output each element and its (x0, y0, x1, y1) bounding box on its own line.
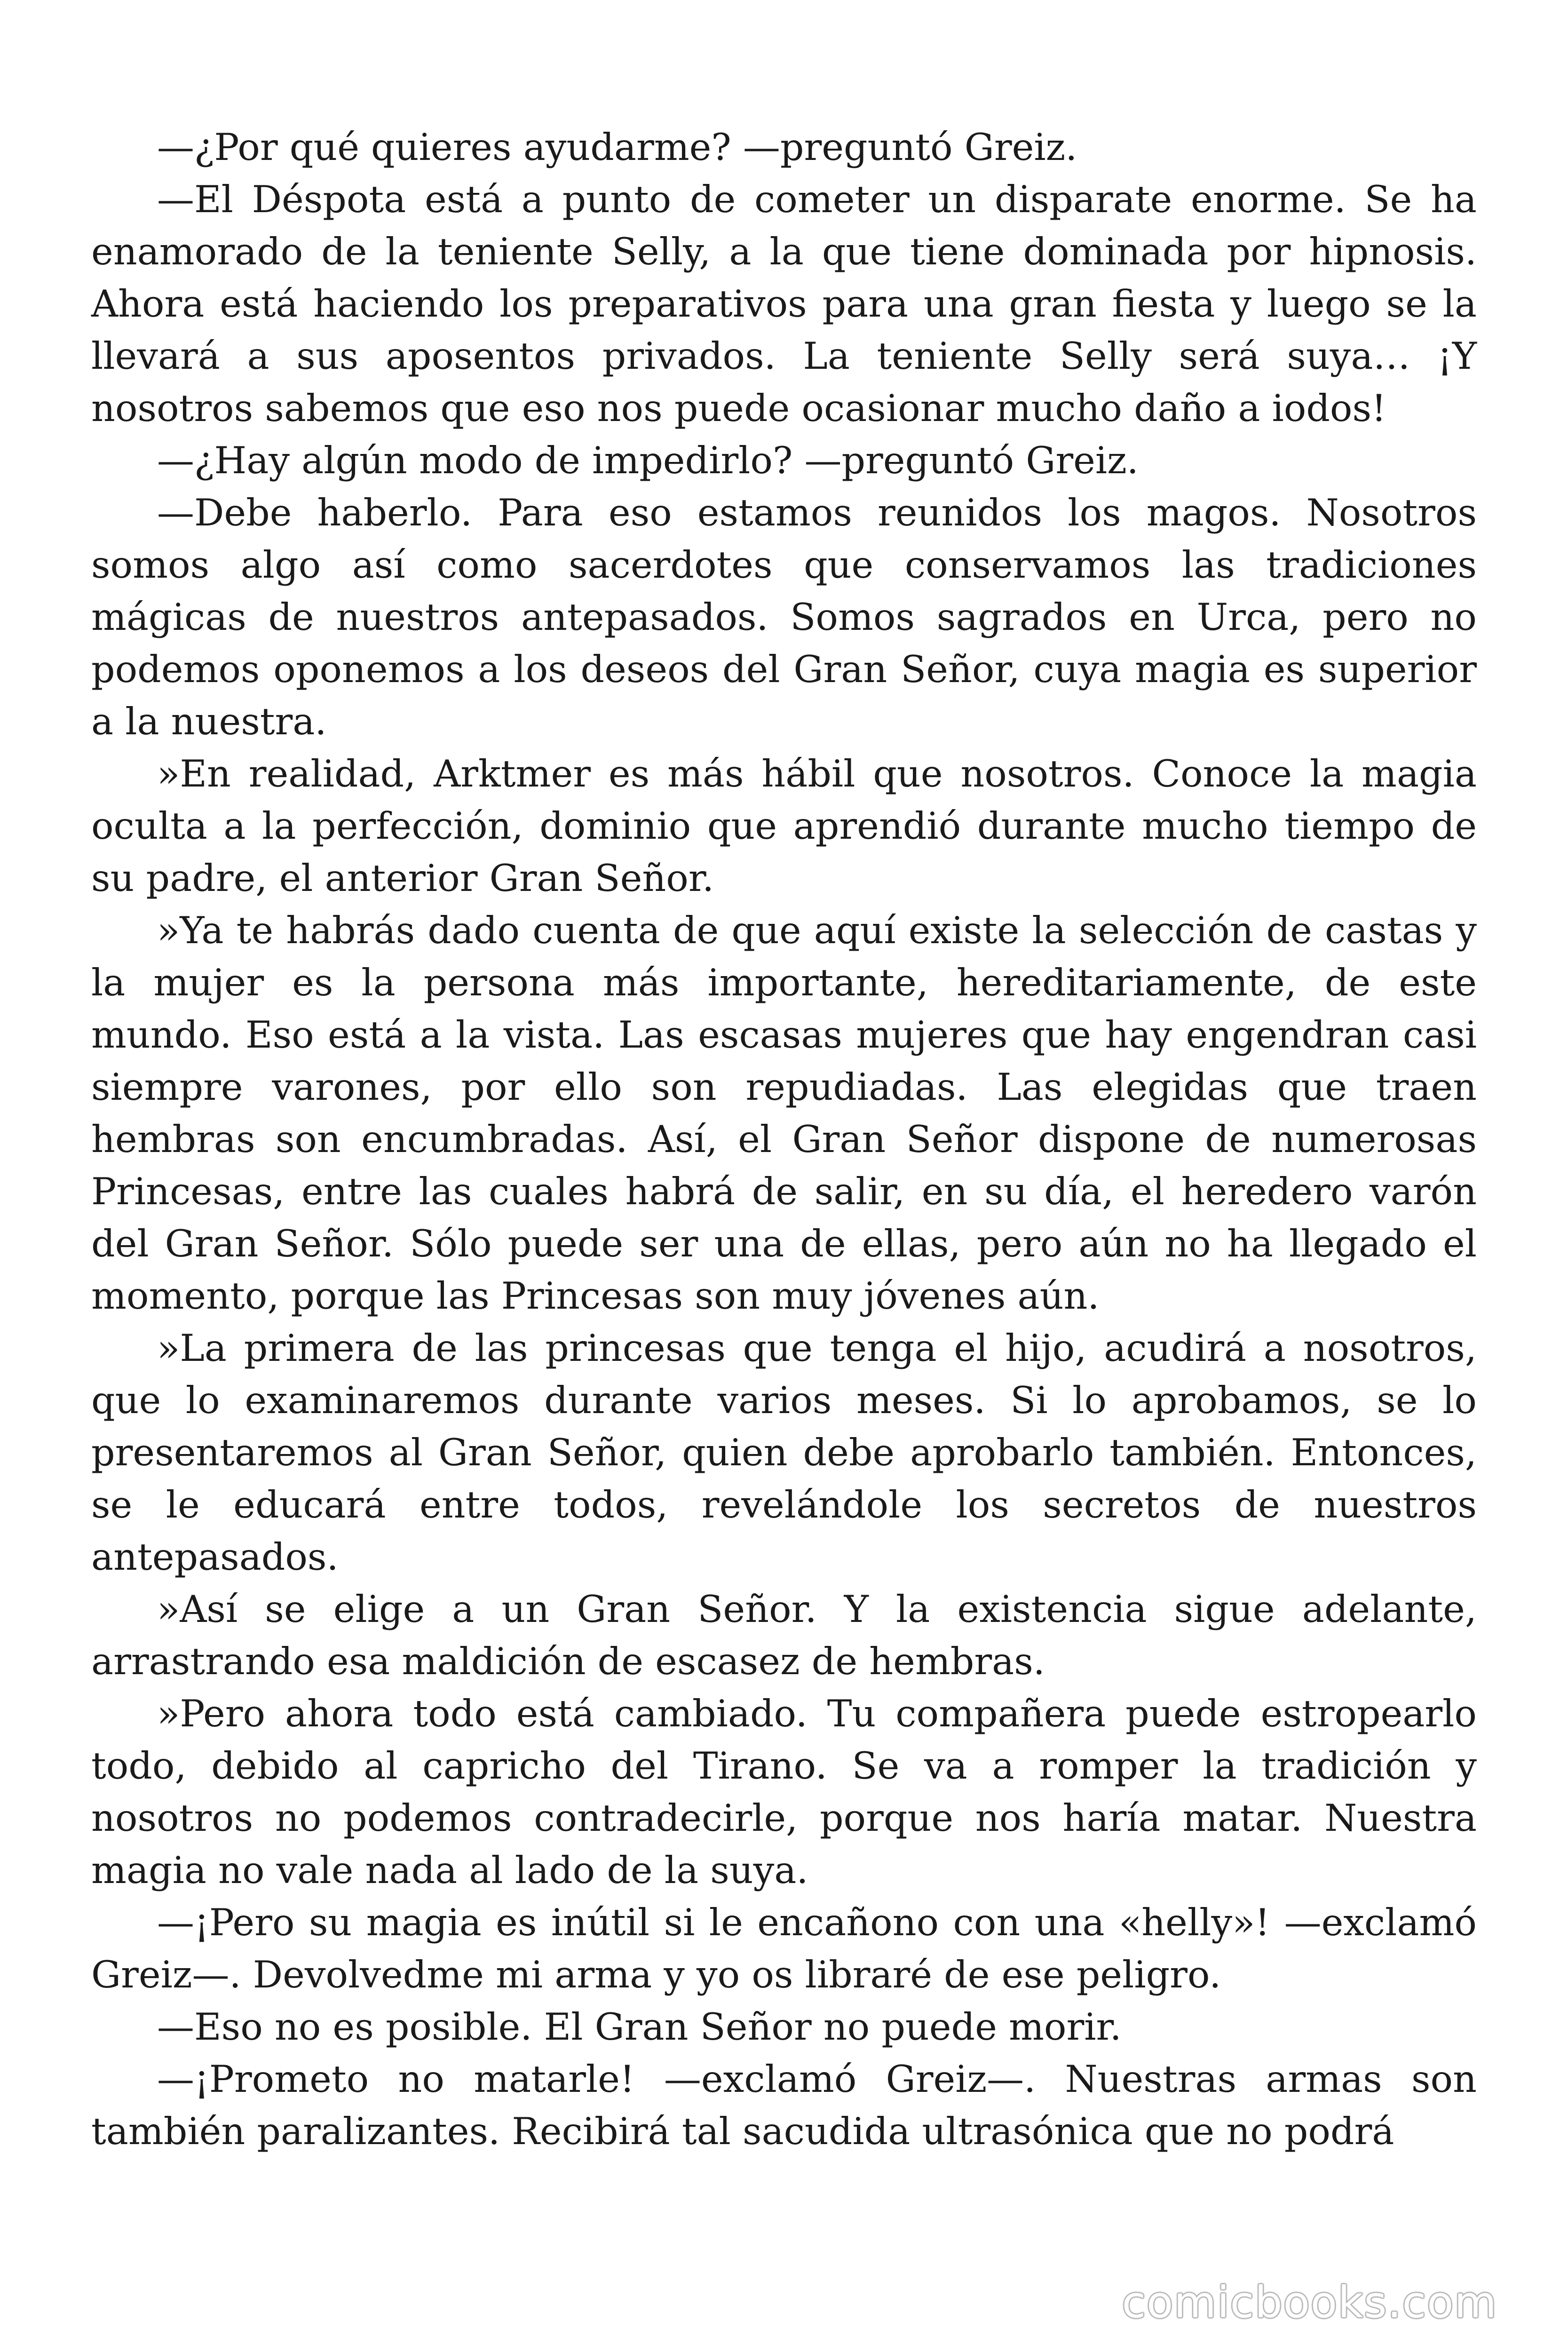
paragraph-2: —El Déspota está a punto de cometer un disparate enorme. Se ha enamorado de la teniente Selly, a la que tiene dominada por hipnosis. Ahora está haciendo los preparativos para una gran fiesta y luego se la llevará a sus aposentos privados. La teniente Selly será suya… ¡Y nosotros sabemos que eso nos puede ocasionar mucho daño a iodos! (91, 178, 1477, 430)
paragraph-8: »Así se elige a un Gran Señor. Y la existencia sigue adelante, arrastrando esa maldición de escasez de hembras. (91, 1588, 1477, 1683)
paragraph-7: »La primera de las princesas que tenga el hijo, acudirá a nosotros, que lo examinaremos durante varios meses. Si lo aprobamos, se lo presentaremos al Gran Señor, quien debe aprobarlo también. Entonces, se le educará entre todos, revelándole los secretos de nuestros antepasados. (91, 1327, 1477, 1579)
paragraph-9: »Pero ahora todo está cambiado. Tu compañera puede estropearlo todo, debido al capricho del Tirano. Se va a romper la tradición y nosotros no podemos contradecirle, porque nos haría matar. Nuestra magia no vale nada al lado de la suya. (91, 1692, 1477, 1892)
paragraph-6: »Ya te habrás dado cuenta de que aquí existe la selección de castas y la mujer es la persona más importante, hereditariamente, de este mundo. Eso está a la vista. Las escasas mujeres que hay engendran casi siempre varones, por ello son repudiadas. Las elegidas que traen hembras son encumbradas. Así, el Gran Señor dispone de numerosas Princesas, entre las cuales habrá de salir, en su día, el heredero varón del Gran Señor. Sólo puede ser una de ellas, pero aún no ha llegado el momento, porque las Princesas son muy jóvenes aún. (91, 909, 1477, 1318)
paragraph-10: —¡Pero su magia es inútil si le encañono con una «helly»! —exclamó Greiz—. Devolvedme mi arma y yo os libraré de ese peligro. (91, 1901, 1477, 1996)
paragraph-3: —¿Hay algún modo de impedirlo? —preguntó Greiz. (157, 439, 1139, 482)
page-text-body (91, 121, 1477, 2158)
paragraph-12: —¡Prometo no matarle! —exclamó Greiz—. Nuestras armas son también paralizantes. Recibirá tal sacudida ultrasónica que no podrá (91, 2058, 1477, 2153)
watermark: comicbooks.com (1122, 2277, 1497, 2328)
paragraph-5: »En realidad, Arktmer es más hábil que nosotros. Conoce la magia oculta a la perfección, dominio que aprendió durante mucho tiempo de su padre, el anterior Gran Señor. (91, 752, 1477, 900)
paragraph-4: —Debe haberlo. Para eso estamos reunidos los magos. Nosotros somos algo así como sacerdotes que conservamos las tradiciones mágicas de nuestros antepasados. Somos sagrados en Urca, pero no podemos oponemos a los deseos del Gran Señor, cuya magia es superior a la nuestra. (91, 491, 1477, 743)
paragraph-11: —Eso no es posible. El Gran Señor no puede morir. (157, 2005, 1122, 2049)
paragraph-1: —¿Por qué quieres ayudarme? —preguntó Greiz. (157, 126, 1077, 169)
